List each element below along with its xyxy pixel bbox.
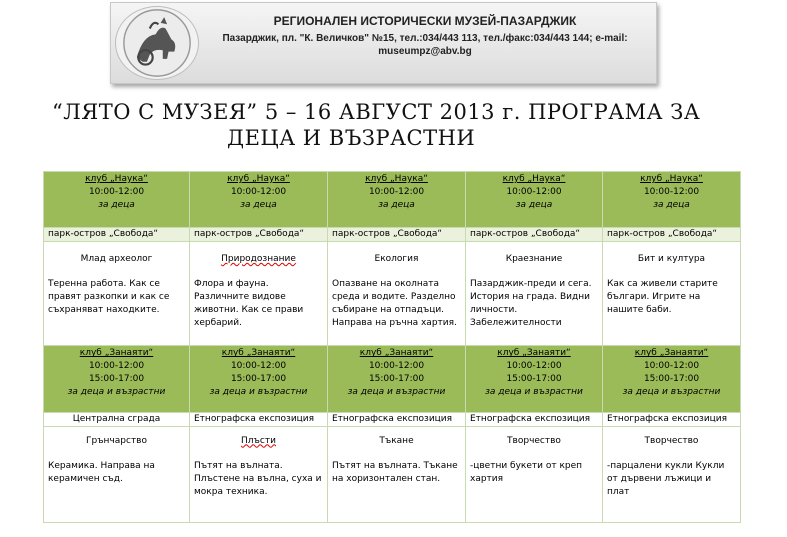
audience: за деца (240, 200, 277, 210)
place-cell: парк-остров „Свобода“ (466, 228, 603, 242)
place-cell: парк-остров „Свобода“ (44, 228, 190, 242)
place-cell: Етнографска експозиция (328, 412, 466, 426)
table-row (44, 172, 741, 228)
table-cell (328, 242, 466, 346)
description: Керамика. Направа на керамичен съд. (48, 460, 155, 484)
time: 10:00-12:00 (368, 187, 425, 197)
audience: за деца и възрастни (622, 387, 721, 398)
description: Флора и фауна. Различните видове животни. Как се прави хербарий. (194, 279, 304, 329)
table-cell (44, 242, 190, 346)
time: 15:00-17:00 (88, 374, 145, 385)
table-cell (44, 426, 190, 522)
museum-logo (115, 6, 199, 80)
topic: Тъкане (379, 435, 414, 446)
page-title (52, 100, 752, 150)
audience: за деца и възрастни (347, 387, 446, 398)
table-row (44, 426, 741, 522)
audience: за деца (98, 200, 135, 210)
club-name: клуб „Наука“ (640, 174, 703, 184)
time: 15:00-17:00 (368, 374, 425, 385)
topic: Краезнание (505, 254, 563, 265)
description: Пътят на вълната. Плъстене на вълна, суха и мокра техника. (194, 460, 322, 497)
topic: Екология (374, 254, 419, 265)
description: Теренна работа. Как се правят разкопки и как се съхраняват находките. (48, 279, 170, 316)
time: 10:00-12:00 (643, 187, 700, 197)
audience: за деца (653, 200, 690, 210)
club-name: клуб „Наука“ (502, 174, 566, 184)
description: Как са живели старите българи. Игрите на нашите баби. (607, 279, 718, 316)
topic: Творчество (644, 435, 699, 446)
club-name: клуб „Занаяти“ (634, 348, 709, 359)
table-cell (328, 346, 466, 412)
audience: за деца (515, 200, 553, 210)
time: 15:00-17:00 (643, 374, 700, 385)
table-cell (190, 172, 328, 228)
time: 10:00-12:00 (506, 361, 562, 372)
audience: за деца (378, 200, 415, 210)
museum-email: museumpz@abv.bg (378, 46, 472, 57)
audience: за деца и възрастни (209, 387, 308, 398)
table-cell (328, 172, 466, 228)
table-cell (190, 346, 328, 412)
table-row (44, 228, 741, 242)
description: -парцалени кукли Кукли от дървени лъжици и плат (607, 460, 725, 497)
table-cell (44, 172, 190, 228)
table-cell (466, 346, 603, 412)
table-cell (466, 242, 603, 346)
place-cell: парк-остров „Свобода“ (328, 228, 466, 242)
topic: Природознание (221, 254, 296, 265)
header-text (215, 14, 635, 57)
club-name: клуб „Занаяти“ (359, 348, 434, 359)
club-name: клуб „Наука“ (85, 174, 148, 184)
time: 15:00-17:00 (506, 374, 562, 385)
program-table (43, 171, 741, 523)
table-cell (190, 426, 328, 522)
table-cell (466, 172, 603, 228)
time: 10:00-12:00 (368, 361, 425, 372)
topic: Грънчарство (86, 435, 147, 446)
topic: Бит и култура (637, 254, 706, 265)
time: 10:00-12:00 (230, 187, 287, 197)
time: 10:00-12:00 (88, 187, 145, 197)
place-cell: парк-остров „Свобода“ (190, 228, 328, 242)
table-cell (603, 426, 741, 522)
time: 15:00-17:00 (230, 374, 287, 385)
club-name: клуб „Наука“ (365, 174, 428, 184)
time: 10:00-12:00 (230, 361, 287, 372)
description: Пътят на вълната. Тъкане на хоризонтален стан. (332, 460, 458, 484)
table-cell (328, 426, 466, 522)
place-cell: Етнографска експозиция (190, 412, 328, 426)
table-cell (603, 346, 741, 412)
place-cell: Етнографска експозиция (603, 412, 741, 426)
time: 10:00-12:00 (88, 361, 145, 372)
museum-name: РЕГИОНАЛЕН ИСТОРИЧЕСКИ МУЗЕЙ-ПАЗАРДЖИК (273, 14, 577, 28)
table-cell (603, 172, 741, 228)
table-cell (466, 426, 603, 522)
table-row (44, 346, 741, 412)
topic: Творчество (507, 435, 561, 446)
description: Опазване на околната среда и водите. Разделно събиране на отпадъци. Направа на ръчна хартия. (332, 279, 457, 329)
table-row (44, 412, 741, 426)
place-cell: Етнографска експозиция (466, 412, 603, 426)
club-name: клуб „Занаяти“ (221, 348, 296, 359)
topic: Плъсти (241, 435, 276, 446)
table-row (44, 242, 741, 346)
club-name: клуб „Занаяти“ (79, 348, 154, 359)
audience: за деца и възрастни (485, 387, 583, 398)
description: Пазарджик-преди и сега. История на града. Видни личности. Забележителности (470, 279, 592, 329)
time: 10:00-12:00 (643, 361, 700, 372)
club-name: клуб „Занаяти“ (497, 348, 571, 359)
club-name: клуб „Наука“ (227, 174, 290, 184)
place-cell: парк-остров „Свобода“ (603, 228, 741, 242)
topic: Млад археолог (80, 254, 153, 265)
place-cell: Централна сграда (44, 412, 190, 426)
audience: за деца и възрастни (67, 387, 166, 398)
description: -цветни букети от креп хартия (470, 460, 583, 484)
title-line-1: “ЛЯТО С МУЗЕЯ” 5 – 16 АВГУСТ 2013 г. ПРОГРАМА ЗА (52, 100, 701, 124)
table-cell (603, 242, 741, 346)
chariot-logo-icon (116, 7, 198, 79)
table-cell (190, 242, 328, 346)
title-line-2: ДЕЦА И ВЪЗРАСТНИ (227, 126, 476, 150)
time: 10:00-12:00 (506, 187, 562, 197)
table-cell (44, 346, 190, 412)
museum-address: Пазарджик, пл. "К. Величков" №15, тел.:034/443 113, тел./факс:034/443 144; e-mail: (222, 33, 628, 44)
